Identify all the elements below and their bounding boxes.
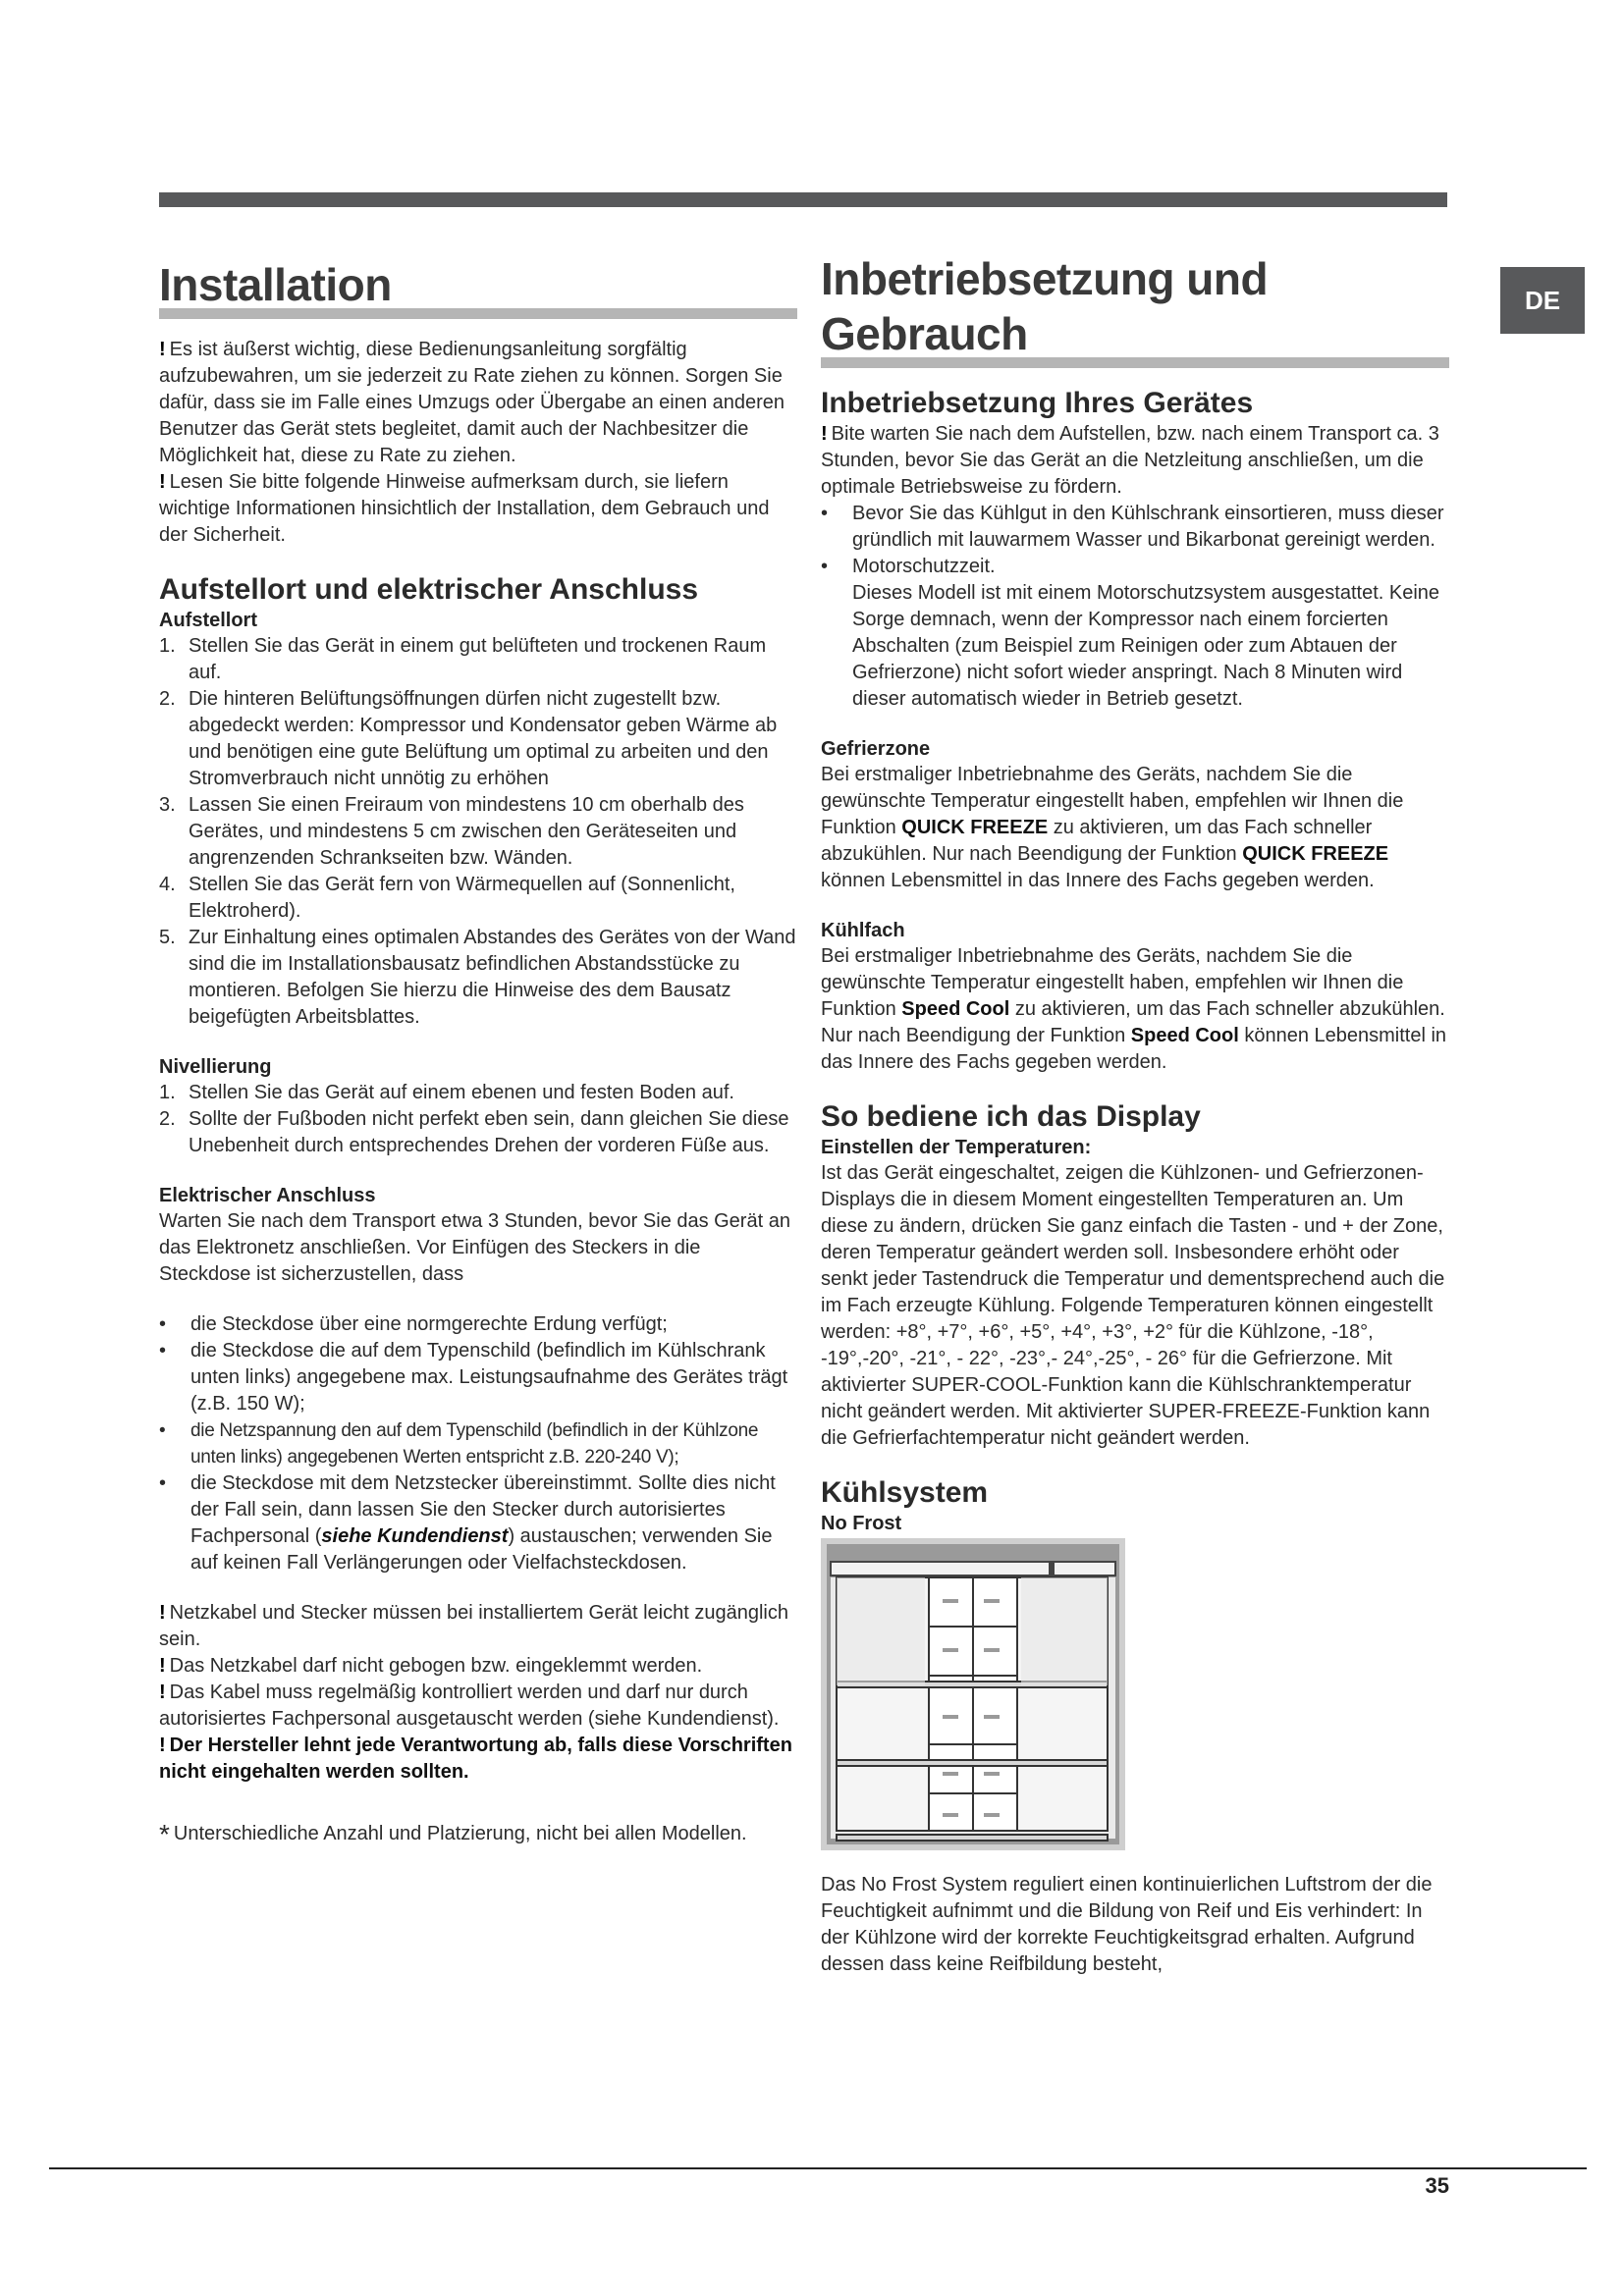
list-item: • die Steckdose mit dem Netzstecker übereinstimmt. Sollte dies nicht der Fall sein, dann lassen Sie den Stecker durch autorisiertes Fachpersonal (siehe Kundendienst) austauschen; verwenden Sie auf keinen Fall Verlängerungen oder Vielfachsteckdosen. — [159, 1472, 776, 1574]
no-frost-diagram — [821, 1538, 1125, 1850]
kuehlsystem-text: Das No Frost System reguliert einen kontinuierlichen Luftstrom der die Feuchtigkeit aufnimmt und die Bildung von Reif und Eis verhindert: In der Kühlzone wird der korrekte Feuchtigkeitsgrad erhalten. Aufgrund dessen dass keine Reifbildung besteht, — [821, 1874, 1433, 1975]
section-heading-aufstellort: Aufstellort und elektrischer Anschluss — [159, 573, 699, 606]
intro-paragraph-1: ! Es ist äußerst wichtig, diese Bedienungsanleitung sorgfältig aufzubewahren, um sie jederzeit zu Rate ziehen zu können. Sorgen Sie dafür, dass sie im Falle eines Umzugs oder Übergabe an einen anderen Benutzer das Gerät stets begleitet, damit auch der Nachbesitzer die Möglichkeit hat, diese zu Rate zu ziehen. — [159, 339, 785, 466]
inbetriebsetzung-intro: ! Bite warten Sie nach dem Aufstellen, bzw. nach einem Transport ca. 3 Stunden, bevor Sie das Gerät an die Netzleitung anschließen, um die optimale Betriebsweise zu fördern. — [821, 423, 1439, 498]
subheading-elektrisch: Elektrischer Anschluss — [159, 1185, 376, 1206]
subheading-temperaturen: Einstellen der Temperaturen: — [821, 1137, 1092, 1158]
list-item: • die Steckdose über eine normgerechte Erdung verfügt; — [159, 1313, 668, 1335]
warning-2: ! Das Netzkabel darf nicht gebogen bzw. eingeklemmt werden. — [159, 1655, 703, 1677]
aufstellort-list — [159, 633, 797, 1031]
list-item: • Bevor Sie das Kühlgut in den Kühlschrank einsortieren, muss dieser gründlich mit lauwarmem Wasser und Bikarbonat gereinigt werden. — [821, 503, 1444, 551]
inbetriebsetzung-title-line-1: Inbetriebsetzung und — [821, 253, 1269, 304]
list-item: 3. Lassen Sie einen Freiraum von mindestens 10 cm oberhalb des Gerätes, und mindestens 5 cm zwischen den Geräteseiten und angrenzenden Schrankseiten bzw. Wänden. — [159, 794, 744, 869]
list-item: • die Netzspannung den auf dem Typenschild (befindlich in der Kühlzone unten links) angegebenen Werten entspricht z.B. 220-240 V); — [159, 1420, 759, 1468]
heading-kuehlsystem: Kühlsystem — [821, 1476, 989, 1509]
subheading-nivellierung: Nivellierung — [159, 1056, 272, 1078]
elektrisch-intro: Warten Sie nach dem Transport etwa 3 Stunden, bevor Sie das Gerät an das Elektronetz anschließen. Vor Einfügen des Steckers in die Steckdose ist sicherzustellen, dass — [159, 1210, 790, 1285]
list-item: 1. Stellen Sie das Gerät in einem gut belüfteten und trockenen Raum auf. — [159, 635, 767, 683]
kuehlfach-text: Bei erstmaliger Inbetriebnahme des Geräts, nachdem Sie die gewünschte Temperatur eingestellt haben, empfehlen wir Ihnen die Funktion Speed Cool zu aktivieren, um das Fach schneller abzukühlen. Nur nach Beendigung der Funktion Speed Cool können Lebensmittel in das Innere des Fachs gegeben werden. — [821, 945, 1447, 1073]
kundendienst-reference: siehe Kundendienst — [321, 1525, 509, 1547]
warning-1: ! Netzkabel und Stecker müssen bei installiertem Gerät leicht zugänglich sein. — [159, 1602, 788, 1650]
top-header-bar — [159, 192, 1447, 207]
subheading-aufstellort: Aufstellort — [159, 610, 257, 631]
right-column — [821, 251, 1449, 1978]
liability-warning: ! Der Hersteller lehnt jede Verantwortung ab, falls diese Vorschriften nicht eingehalten werden sollten. — [159, 1735, 792, 1783]
list-item: 4. Stellen Sie das Gerät fern von Wärmequellen auf (Sonnenlicht, Elektroherd). — [159, 874, 735, 922]
list-item: • Motorschutzzeit. Dieses Modell ist mit einem Motorschutzsystem ausgestattet. Keine Sorge demnach, wenn der Kompressor nach einem forcierten Abschalten (zum Beispiel zum Reinigen oder zum Abtauen der Gefrierzone) nicht sofort wieder anspringt. Nach 8 Minuten wird dieser automatisch wieder in Betrieb gesetzt. — [821, 556, 1440, 710]
list-item: 1. Stellen Sie das Gerät auf einem ebenen und festen Boden auf. — [159, 1082, 734, 1103]
heading-inbetriebsetzung: Inbetriebsetzung Ihres Gerätes — [821, 387, 1254, 419]
heading-display: So bediene ich das Display — [821, 1100, 1201, 1133]
left-column — [159, 257, 797, 1847]
inbetriebsetzung-list — [821, 501, 1449, 713]
subheading-no-frost: No Frost — [821, 1513, 902, 1534]
list-item: 2. Sollte der Fußboden nicht perfekt eben sein, dann gleichen Sie diese Unebenheit durch entsprechendes Drehen der vorderen Füße aus. — [159, 1108, 789, 1156]
warning-3: ! Das Kabel muss regelmäßig kontrolliert werden und darf nur durch autorisiertes Fachpersonal ausgetauscht werden (siehe Kundendienst). — [159, 1682, 780, 1730]
list-item: 5. Zur Einhaltung eines optimalen Abstandes des Gerätes von der Wand sind die im Installationsbausatz befindlichen Abstandsstücke zu montieren. Befolgen Sie hierzu die Hinweise des dem Bausatz beigefügten Arbeitsblattes. — [159, 927, 796, 1028]
list-item: • die Steckdose die auf dem Typenschild (befindlich im Kühlschrank unten links) angegebene max. Leistungsaufnahme des Gerätes trägt (z.B. 150 W); — [159, 1340, 788, 1415]
footnote: * Unterschiedliche Anzahl und Platzierung, nicht bei allen Modellen. — [159, 1819, 747, 1849]
page-number: 35 — [1425, 2173, 1449, 2198]
language-tab: DE — [1500, 267, 1585, 334]
gefrierzone-text: Bei erstmaliger Inbetriebnahme des Geräts, nachdem Sie die gewünschte Temperatur eingestellt haben, empfehlen wir Ihnen die Funktion QUICK FREEZE zu aktivieren, um das Fach schneller abzukühlen. Nur nach Beendigung der Funktion QUICK FREEZE können Lebensmittel in das Innere des Fachs gegeben werden. — [821, 764, 1404, 891]
intro-paragraph-2: ! Lesen Sie bitte folgende Hinweise aufmerksam durch, sie liefern wichtige Informationen hinsichtlich der Installation, dem Gebrauch und der Sicherheit. — [159, 471, 770, 546]
installation-title: Installation — [159, 259, 392, 310]
subheading-kuehlfach: Kühlfach — [821, 920, 905, 941]
footer-rule — [49, 2167, 1587, 2169]
subheading-gefrierzone: Gefrierzone — [821, 738, 931, 760]
display-text: Ist das Gerät eingeschaltet, zeigen die Kühlzonen- und Gefrierzonen-Displays die in diesem Moment eingestellten Temperaturen an. Um diese zu ändern, drücken Sie ganz einfach die Tasten - und + der Zone, deren Temperatur geändert werden soll. Insbesondere erhöht oder senkt jeder Tastendruck die Temperatur und dementsprechend auch die im Fach erzeugte Kühlung. Folgende Temperaturen können eingestellt werden: +8°, +7°, +6°, +5°, +4°, +3°, +2° für die Kühlzone, -18°, -19°,-20°, -21°, - 22°, -23°,- 24°,-25°, - 26° für die Gefrierzone. Mit aktivierter SUPER-COOL-Funktion kann die Kühlschranktemperatur nicht geändert werden. Mit aktivierter SUPER-FREEZE-Funktion kann die Gefrierfachtemperatur nicht geändert werden. — [821, 1162, 1445, 1449]
elektrisch-list — [159, 1311, 797, 1576]
list-item: 2. Die hinteren Belüftungsöffnungen dürfen nicht zugestellt bzw. abgedeckt werden: Kompressor und Kondensator geben Wärme ab und benötigen eine gute Belüftung um optimal zu arbeiten und den Stromverbrauch nicht unnötig zu erhöhen — [159, 688, 778, 789]
nivellierung-list — [159, 1080, 797, 1159]
inbetriebsetzung-title-line-2: Gebrauch — [821, 308, 1028, 359]
